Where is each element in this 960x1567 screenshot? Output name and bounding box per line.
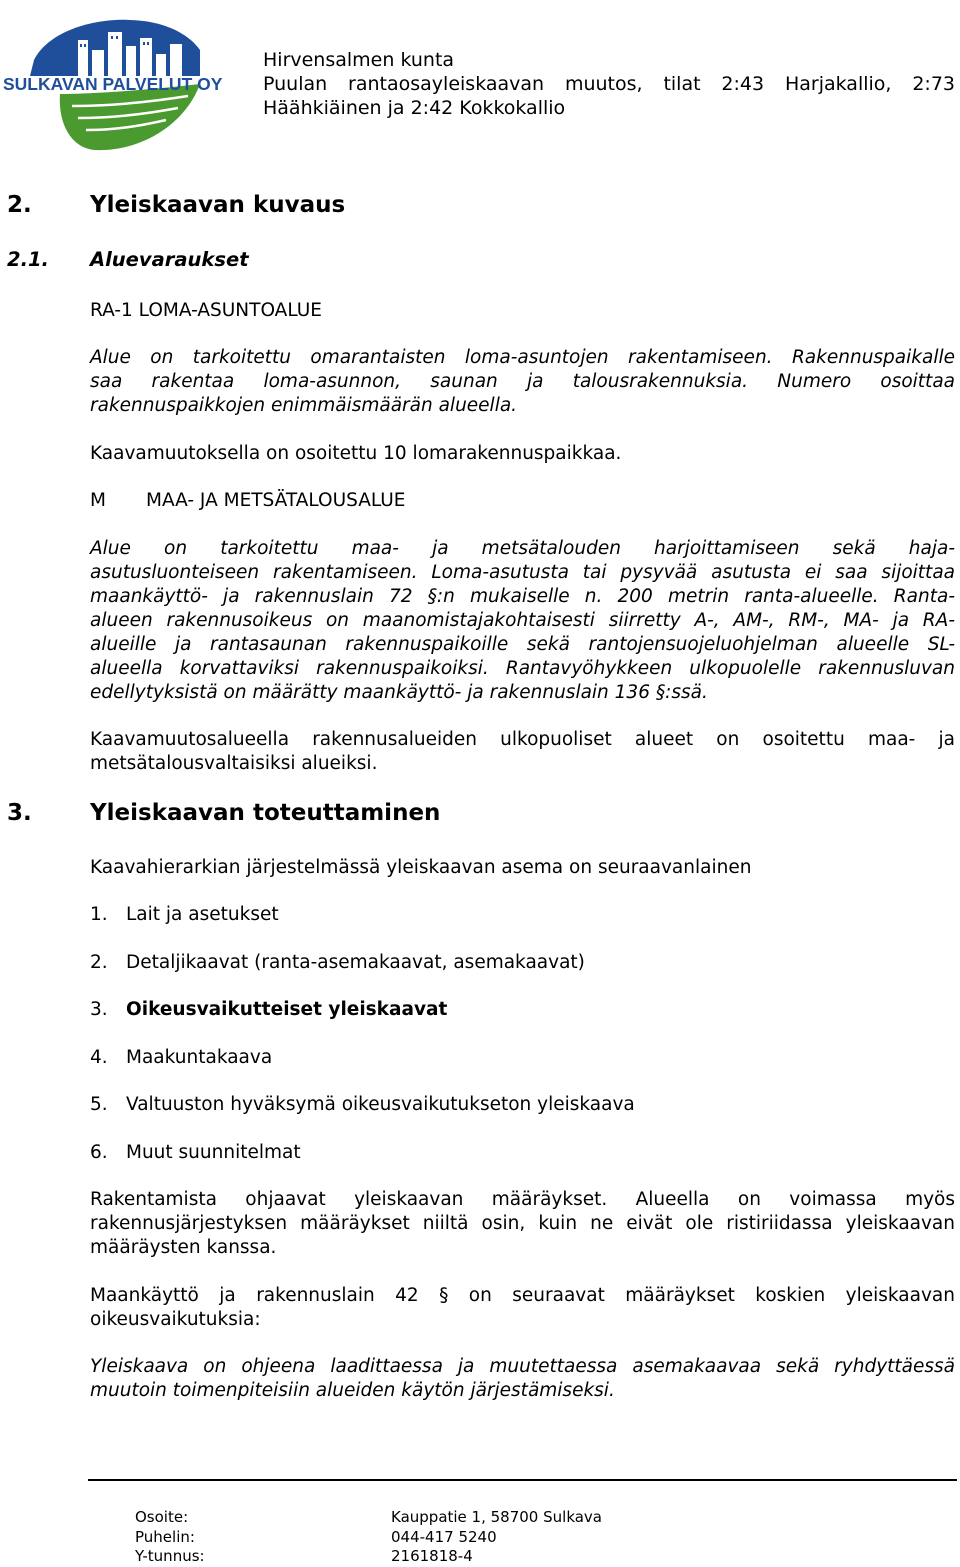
ra1-note: Kaavamuutoksella on osoitettu 10 lomarakennuspaikkaa. <box>90 443 622 464</box>
list-item <box>90 1046 273 1070</box>
footer-label: Y-tunnus: <box>135 1547 205 1565</box>
list-number: 1. <box>90 904 108 925</box>
ra1-description <box>90 346 955 418</box>
text-line: Alue on tarkoitettu maa- ja metsätalouden harjoittamiseen sekä haja- <box>90 538 955 559</box>
subsection-number: 2.1. <box>7 248 49 271</box>
subsection-title: Aluevaraukset <box>90 248 249 271</box>
footer <box>135 1508 835 1567</box>
list-text: Oikeusvaikutteiset yleiskaavat <box>126 999 448 1020</box>
text-line: alueen rakennusoikeus on maanomistajakohtaisesti siirretty A-, AM-, RM-, MA- ja RA- <box>90 610 955 631</box>
text-line: Alue on tarkoitettu omarantaisten loma-asuntojen rakentamiseen. Rakennuspaikalle <box>90 347 955 368</box>
list-item <box>90 1141 301 1165</box>
logo-graphic <box>0 10 232 158</box>
footer-label: Osoite: <box>135 1508 189 1526</box>
ra1-heading: RA-1 LOMA-ASUNTOALUE <box>90 300 322 321</box>
footer-value: 044-417 5240 <box>391 1527 497 1546</box>
list-text: Muut suunnitelmat <box>126 1142 301 1163</box>
text-line: Maankäyttö ja rakennuslain 42 § on seuraavat määräykset koskien yleiskaavan <box>90 1285 955 1306</box>
text-line: alueille ja rantasaunan rakennuspaikoille sekä rantojensuojeluohjelman alueelle SL- <box>90 634 955 655</box>
text-line: alueella korvattaviksi rakennuspaikoiksi. Rantavyöhykkeen ulkopuolelle rakennusluvan <box>90 658 955 679</box>
section-number: 2. <box>7 192 32 218</box>
text-line: edellytyksistä on määrätty maankäyttö- ja rakennuslain 136 §:ssä. <box>90 682 708 703</box>
list-item <box>90 951 585 975</box>
section3-intro: Kaavahierarkian järjestelmässä yleiskaavan asema on seuraavanlainen <box>90 857 752 878</box>
section-title: Yleiskaavan toteuttaminen <box>90 800 441 826</box>
text-line: rakennusjärjestyksen määräykset niiltä osin, kuin ne eivät ole ristiriidassa yleiskaavan <box>90 1213 955 1234</box>
header-title-line2: Häähkiäinen ja 2:42 Kokkokallio <box>263 97 566 119</box>
text-line: saa rakentaa loma-asunnon, saunan ja talousrakennuksia. Numero osoittaa <box>90 371 955 392</box>
company-logo <box>0 10 232 158</box>
list-item <box>90 1093 635 1117</box>
list-number: 5. <box>90 1094 108 1115</box>
header-title-line1: Puulan rantaosayleiskaavan muutos, tilat 2:43 Harjakallio, 2:73 <box>263 73 955 95</box>
m-heading: MAA- JA METSÄTALOUSALUE <box>146 490 406 511</box>
logo-text: SULKAVAN PALVELUT OY <box>3 74 223 94</box>
paragraph-regulations <box>90 1188 955 1260</box>
m-code: M <box>90 490 106 511</box>
footer-divider <box>88 1479 957 1481</box>
paragraph-law <box>90 1284 955 1332</box>
text-line: muutoin toimenpiteisiin alueiden käytön järjestämiseksi. <box>90 1380 615 1401</box>
section-number: 3. <box>7 800 32 826</box>
header-municipality: Hirvensalmen kunta <box>263 49 455 71</box>
document-header <box>263 48 955 120</box>
text-line: asutusluonteiseen rakentamiseen. Loma-asutusta tai pysyvää asutusta ei saa sijoittaa <box>90 562 955 583</box>
list-number: 6. <box>90 1142 108 1163</box>
m-note <box>90 728 955 776</box>
list-item <box>90 903 279 927</box>
list-text: Detaljikaavat (ranta-asemakaavat, asemakaavat) <box>126 952 585 973</box>
list-item <box>90 998 448 1022</box>
text-line: metsätalousvaltaisiksi alueiksi. <box>90 753 378 774</box>
text-line: maankäyttö- ja rakennuslain 72 §:n mukaiselle n. 200 metrin ranta-alueelle. Ranta- <box>90 586 955 607</box>
text-line: Rakentamista ohjaavat yleiskaavan määräykset. Alueella on voimassa myös <box>90 1189 955 1210</box>
section-title: Yleiskaavan kuvaus <box>90 192 346 218</box>
text-line: oikeusvaikutuksia: <box>90 1309 261 1330</box>
text-line: rakennuspaikkojen enimmäismäärän alueella. <box>90 395 518 416</box>
list-number: 3. <box>90 999 108 1020</box>
list-text: Lait ja asetukset <box>126 904 279 925</box>
footer-value: Kauppatie 1, 58700 Sulkava <box>391 1508 602 1526</box>
footer-value: 2161818-4 <box>391 1547 473 1565</box>
list-text: Valtuuston hyväksymä oikeusvaikutukseton yleiskaava <box>126 1094 635 1115</box>
list-number: 4. <box>90 1047 108 1068</box>
list-number: 2. <box>90 952 108 973</box>
footer-label: Puhelin: <box>135 1527 195 1546</box>
text-line: määräysten kanssa. <box>90 1237 277 1258</box>
m-description <box>90 537 955 705</box>
paragraph-quote <box>90 1355 955 1403</box>
footer-row <box>135 1528 835 1548</box>
text-line: Kaavamuutosalueella rakennusalueiden ulkopuoliset alueet on osoitettu maa- ja <box>90 729 955 750</box>
text-line: Yleiskaava on ohjeena laadittaessa ja muutettaessa asemakaavaa sekä ryhdyttäessä <box>90 1356 955 1377</box>
list-text: Maakuntakaava <box>126 1047 273 1068</box>
footer-row <box>135 1508 835 1528</box>
